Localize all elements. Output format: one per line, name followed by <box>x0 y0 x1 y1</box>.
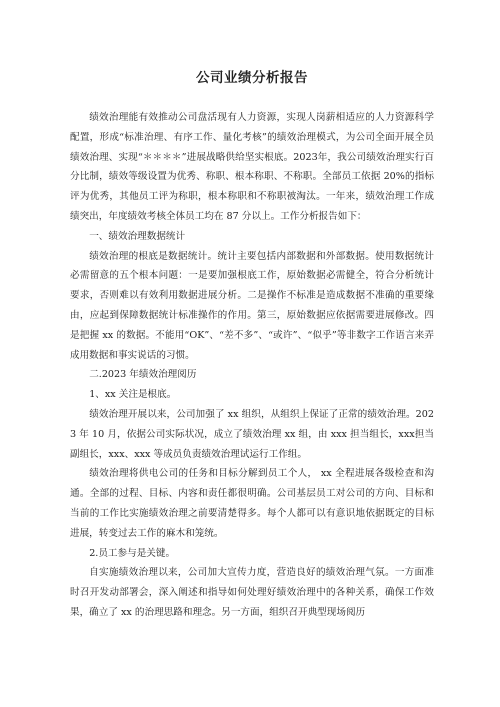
paragraph-intro: 绩效治理能有效推动公司盘活现有人力资源，实现人岗薪相适应的人力资源科学配置，形成“标准治理、有序工作、量化考核”的绩效治理模式，为公司全面开展全员绩效治理、实现“＊＊＊＊”进展战略供给坚实根底。2023年，我公司绩效治理实行百分比制，绩效等级设置为优秀、称职、根本称职、不称职。全部员工依据 20%的指标评为优秀，其他员工评为称职，根本称职和不称职被淘汰。一年来，绩效治理工作成绩突出，年度绩效考核全体员工均在 87 分以上。工作分析报告如下： <box>70 112 434 222</box>
paragraph-publicity: 自实施绩效治理以来，公司加大宣传力度，营造良好的绩效治理气氛。一方面准时召开发动部署会，深入阐述和指导如何处理好绩效治理中的各种关系，确保工作效果，确立了 xx 的治理思路和理念。另一方面，组织召开典型现场阅历 <box>70 567 434 618</box>
section-heading-data-statistics: 一、绩效治理数据统计 <box>89 230 186 242</box>
paragraph-organization: 绩效治理开展以来，公司加强了 xx 组织，从组织上保证了正常的绩效治理。2023 年 10 月，依据公司实际状况，成立了绩效治理 xx 组，由 xxx 担当组长，xxx担当副组长，xxx、xxx 等成员负责绩效治理试运行工作组。 <box>70 408 434 460</box>
paragraph-data-statistics: 绩效治理的根底是数据统计。统计主要包括内部数据和外部数据。使用数据统计必需留意的五个根本问题：一是要加强根底工作，原始数据必需健全，符合分析统计要求，否则难以有效利用数据进展分析。二是操作不标准是造成数据不准确的重要缘由，应起到保障数据统计标准操作的作用。第三，原始数据应依据需要进展修改。四是把握 xx 的数据。不能用“OK”、“差不多”、“或许”、“似乎”等非数字工作语言来弄成用数据和事实说话的习惯。 <box>70 250 434 361</box>
section-heading-experience: 二.2023 年绩效治理阅历 <box>89 369 197 381</box>
subheading-participation: 2.员工参与是关键。 <box>89 547 176 559</box>
subheading-attention: 1、xx 关注是根底。 <box>89 389 177 401</box>
paragraph-task-decomposition: 绩效治理将供电公司的任务和目标分解到员工个人， xx 全程进展各级检查和沟通。全部的过程、目标、内容和责任都很明确。公司基层员工对公司的方向、目标和当前的工作比实施绩效治理之前要清楚得多。每个人都可以有意识地依据既定的目标进展，转变过去工作的麻木和笼统。 <box>70 468 434 539</box>
document-title: 公司业绩分析报告 <box>196 70 308 86</box>
